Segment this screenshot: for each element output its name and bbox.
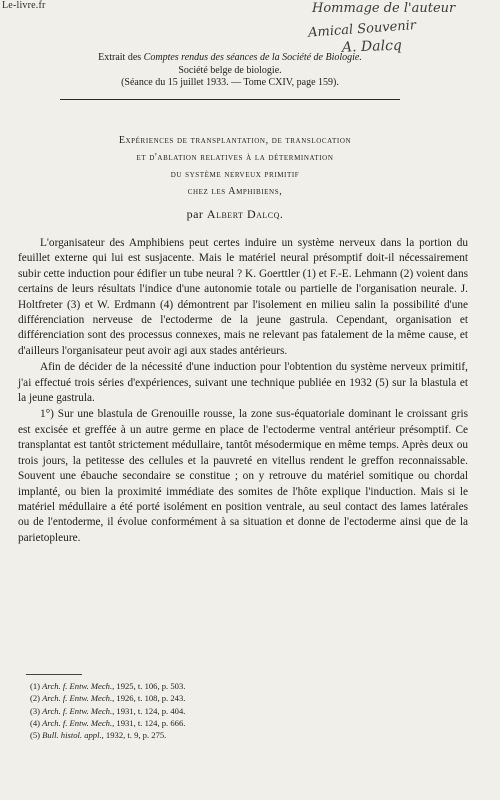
society-line: Société belge de biologie. (178, 64, 282, 76)
footnote-details: , 1931, t. 124, p. 404. (112, 705, 186, 716)
footnote-details: , 1931, t. 124, p. 666. (112, 717, 186, 728)
watermark: Le-livre.fr (2, 0, 46, 11)
footnote-number: (1) (30, 681, 43, 691)
extract-line (60, 52, 400, 65)
footnote-journal: Arch. f. Entw. Mech. (42, 693, 113, 704)
footnote-number: (5) (30, 730, 43, 741)
footnote-rule (26, 674, 82, 675)
inscription-line-1: Hommage de l'auteur (312, 1, 456, 16)
footnote (30, 692, 350, 704)
extract-prefix: Extrait des (98, 52, 144, 63)
article-body (18, 236, 468, 546)
footnote-details: , 1926, t. 108, p. 243. (112, 693, 186, 704)
inscription-line-2: Amical Souvenir (307, 18, 417, 41)
footnote-details: , 1932, t. 9, p. 275. (101, 730, 167, 741)
footnote-number: (3) (30, 705, 43, 716)
footnote-number: (4) (30, 717, 43, 728)
footnote (30, 680, 350, 692)
offprint-header (60, 52, 400, 90)
footnote (30, 729, 350, 741)
footnote-number: (2) (30, 693, 43, 704)
footnote-journal: Arch. f. Entw. Mech. (42, 681, 113, 691)
paragraph: Afin de décider de la nécessité d'une induction pour l'obtention du système nerveux primitif, j'ai effectué trois séries d'expériences, suivant une technique publiée en 1932 (5) sur la blastula et la jeune gastrula. (18, 361, 468, 405)
header-rule (60, 99, 400, 100)
footnote-journal: Arch. f. Entw. Mech. (42, 717, 113, 728)
journal-title: Comptes rendus des séances de la Société de Biologie. (143, 52, 362, 63)
footnote-journal: Arch. f. Entw. Mech. (42, 705, 113, 716)
inscription-signature: A. Dalcq (341, 37, 403, 56)
author-name: Albert Dalcq. (206, 207, 284, 221)
footnotes (30, 680, 350, 741)
title-line-2: et d'ablation relatives à la détermination (136, 152, 334, 163)
title-line-4: chez les Amphibiens, (187, 186, 283, 197)
footnote (30, 705, 350, 717)
article-title (40, 132, 430, 200)
byline-prefix: par (186, 207, 207, 221)
session-line: (Séance du 15 juillet 1933. — Tome CXIV, page 159). (121, 77, 339, 88)
title-line-1: Expériences de transplantation, de translocation (118, 135, 352, 146)
title-line-3: du système nerveux primitif (170, 169, 300, 180)
footnote-journal: Bull. histol. appl. (42, 730, 102, 741)
footnote (30, 717, 350, 729)
byline (40, 207, 430, 222)
handwritten-inscription (300, 0, 498, 54)
paragraph: L'organisateur des Amphibiens peut certes induire un système nerveux dans la portion du feuillet externe qui lui est susjacente. Mais le matériel neural présomptif doit-il nécessairement subir cette induction pour édifier un tube neural ? K. Goerttler (1) et F.-E. Lehmann (2) voient dans certains de leurs résultats l'indice d'une autonomie totale ou partielle de l'organisation neurale. J. Holtfreter (3) et W. Erdmann (4) démontrent par l'isolement en milieu salin la possibilité d'une différenciation nerveuse de l'ectoderme de la jeune gastrula. Cependant, organisation et différenciation sont des processus connexes, mais ne relevant pas fatalement de la même cause, et d'ailleurs l'organisateur peut avoir agi aux stades antérieurs. (18, 237, 468, 357)
paragraph: 1°) Sur une blastula de Grenouille rousse, la zone sus-équatoriale dominant le croissant gris est excisée et greffée à un autre germe en place de l'ectoderme ventral antérieur présomptif. Ce transplantat est tantôt strictement médullaire, tantôt mésodermique en même temps. Après deux ou trois jours, la petitesse des cellules et la pauvreté en vitellus rendent le greffon reconnaissable. Souvent une ébauche secondaire se constitue ; on y retrouve du matériel somitique ou chordal implanté, ou bien la proximité immédiate des somites de l'hôte explique l'induction. Mais si le matériel médullaire a été porté isolément en position ventrale, au seul contact des lames latérales ou de l'entoderme, il évolue conformément à sa situation et donne de l'ectoderme ainsi que de la parietopleure. (18, 408, 468, 544)
footnote-details: , 1925, t. 106, p. 503. (112, 681, 186, 691)
